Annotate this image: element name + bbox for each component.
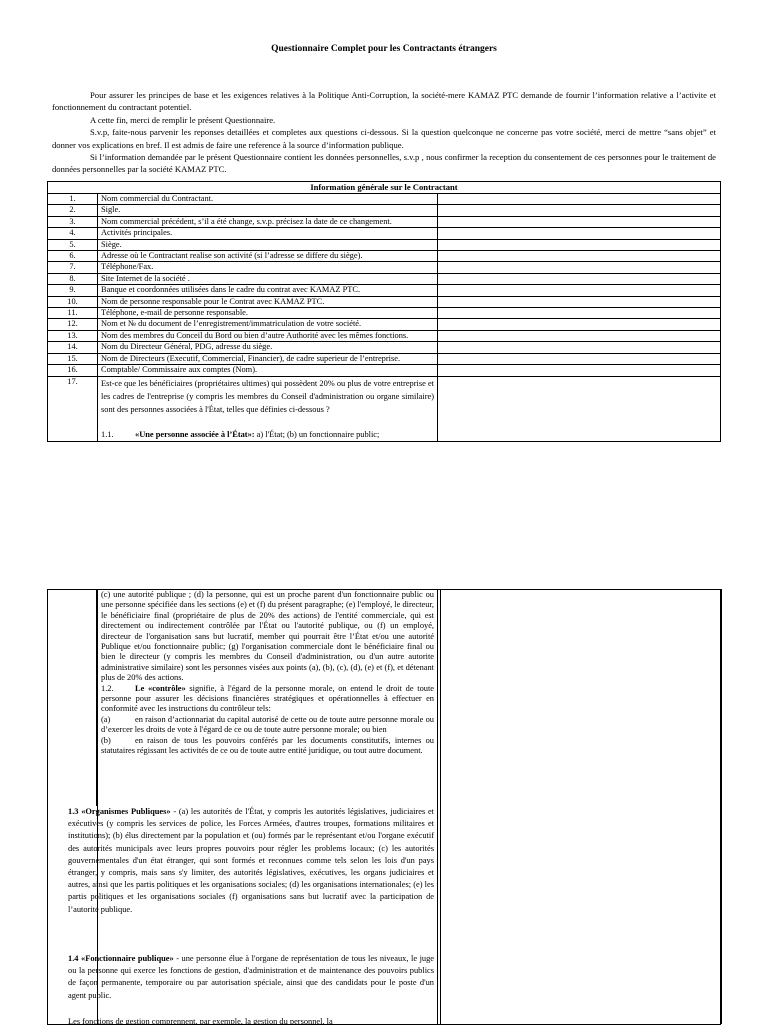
row-number: 8. — [48, 273, 98, 284]
answer-cell[interactable] — [438, 251, 721, 262]
clause-number: 1.1. — [101, 430, 114, 440]
definition-1-2 — [101, 684, 434, 715]
clause-term: «Fonctionnaire publique» — [81, 954, 174, 963]
definition-1-4 — [68, 953, 434, 1002]
table-row — [48, 296, 721, 307]
clause-text: a) l'État; (b) un fonctionnaire public; — [254, 430, 380, 440]
row-question: Nom de Directeurs (Executif, Commercial, Financier), de cadre superieur de l’entreprise. — [98, 353, 438, 364]
row-number: 14. — [48, 342, 98, 353]
row-question: Nom du Directeur Général, PDG, adresse du siège. — [98, 342, 438, 353]
row-question: Nom et № du document de l’enregistrement/immatriculation de votre société. — [98, 319, 438, 330]
row-number: 3. — [48, 216, 98, 227]
table-header-row — [48, 182, 721, 194]
row-question: Sigle. — [98, 205, 438, 216]
answer-cell[interactable] — [438, 228, 721, 239]
answer-cell[interactable] — [438, 296, 721, 307]
row-number: 4. — [48, 228, 98, 239]
table-row — [48, 205, 721, 216]
definition-1-1 — [101, 428, 434, 441]
clause-letter: (a) — [101, 714, 111, 724]
clause-letter: (b) — [101, 735, 111, 745]
intro-text — [52, 89, 716, 176]
table-row — [48, 319, 721, 330]
table-row — [48, 239, 721, 250]
clause-term: «Une personne associée à l’État»: — [135, 430, 255, 440]
row-number: 7. — [48, 262, 98, 273]
answer-cell[interactable] — [438, 273, 721, 284]
table-row — [48, 376, 721, 442]
answer-cell[interactable] — [438, 239, 721, 250]
row-number: 16. — [48, 365, 98, 376]
row-question: Comptable/ Commissaire aux comptes (Nom). — [98, 365, 438, 376]
row-number: 13. — [48, 330, 98, 341]
clause-text: signifie, à l'égard de la personne morale, on entend le droit de toute personne pour assurer les décisions financières stratégiques et opérationnelles à effectuer en conformité avec les instructions du contrôleur tels: — [101, 683, 434, 714]
row-question: Nom des membres du Conceil du Bord ou bien d’autre Authorité avec les mêmes fonctions. — [98, 330, 438, 341]
clause-number: 1.3 — [68, 807, 79, 816]
question-17-text: Est-ce que les bénéficiaires (propriétaires ultimes) qui possèdent 20% ou plus de votre entreprise et les cadres de l'entreprise (y compris les membres du Conseil d'administration ou organe similaire) sont des personnes associées à l'État, telles que définies ci-dessous ? — [101, 378, 434, 414]
clause-term: Le «contrôle» — [135, 683, 186, 693]
table-row — [48, 216, 721, 227]
table-header: Information générale sur le Contractant — [48, 182, 721, 194]
answer-cell[interactable] — [438, 365, 721, 376]
answer-cell[interactable] — [438, 590, 721, 1025]
answer-cell[interactable] — [438, 194, 721, 205]
answer-cell[interactable] — [438, 330, 721, 341]
row-question: Nom commercial précédent, s’il a été change, s.v.p. précisez la date de ce changement. — [98, 216, 438, 227]
row-number: 12. — [48, 319, 98, 330]
table-row — [48, 194, 721, 205]
intro-paragraph: Si l’information demandée par le présent Questionnaire contient les données personnelles, s.v.p , nous confirmer la reception du consentement de ces personnes pour le traitement de données personnelles par la société KAMAZ PTC. — [52, 152, 716, 175]
intro-paragraph: Pour assurer les principes de base et les exigences relatives à la Politique Anti-Corruption, la société-mere KAMAZ PTC demande de fournir l’information relative a l’activite et fonctionnement du contractant potentiel. — [52, 90, 716, 113]
row-question: Nom de personne responsable pour le Contrat avec KAMAZ PTC. — [98, 296, 438, 307]
clause-term: «Organismes Publiques» — [81, 807, 171, 816]
row-question: Activités principales. — [98, 228, 438, 239]
answer-cell[interactable] — [438, 376, 721, 442]
intro-paragraph: S.v.p, faite-nous parvenir les reponses detaillées et completes aux questions ci-dessous. Si la question quelconque ne concerne pas votre société, merci de mettre “sans objet” et donner vos explications en bref. Il est admis de faire une reference à la source d’information publique. — [52, 127, 716, 150]
row-number: 2. — [48, 205, 98, 216]
row-question: Téléphone, e-mail de personne responsable. — [98, 308, 438, 319]
clause-text: - une personne élue à l'organe de représentation de tous les niveaux, le juge ou la personne qui exerce les fonctions de gestion, d'administration et de maintenance des pouvoirs publics de façon permanente, temporaire ou par autorisation spéciale, ainsi que des candidats pour le poste d'un agent public. — [68, 954, 434, 1000]
row-question: Adresse où le Contractant realise son activité (si l’adresse se differe du siège). — [98, 251, 438, 262]
row-number: 1. — [48, 194, 98, 205]
row-number: 6. — [48, 251, 98, 262]
answer-cell[interactable] — [438, 216, 721, 227]
clause-text: en raison de tous les pouvoirs conférés par les documents constitutifs, internes ou statutaires régissant les activités de ce ou de toute autre entité juridique, ou tout autre document. — [101, 735, 434, 756]
row-number: 5. — [48, 239, 98, 250]
answer-cell[interactable] — [438, 205, 721, 216]
definition-1-2-a — [101, 715, 434, 736]
clause-number: 1.2. — [101, 683, 114, 693]
table-row — [48, 251, 721, 262]
clause-number: 1.4 — [68, 954, 79, 963]
row-number: 11. — [48, 308, 98, 319]
row-number: 15. — [48, 353, 98, 364]
question-rows — [48, 194, 721, 377]
definition-1-3 — [68, 806, 434, 916]
clause-text: - (a) les autorités de l'État, y compris les autorités législatives, judiciaires et exécutives (y compris les services de police, les Forces Armées, d'autres troupes, formations militaires et institutions); (b) élus directement par la population et (ou) formés par le représentant et/ou l'organe exécutif des autorités municipals avec leurs propres pouvoirs pour régler les problems locaux; (c) les autorités gouvernementales d'un état étranger, qui sont formés et reconnues comme tels selon les lois d'un pays étranger, y compris, mais sans s'y limiter, des autorités législatives, exécutives, les organs judiciaires et autres, ainsi que les partis politiques et les organisations sociales; (d) les organisations internationales; (e) les partis politiques et les organisations sociales (f) organisations sans but lucratif avec la participation de l’autorité publique. — [68, 807, 435, 914]
row-question: Nom commercial du Contractant. — [98, 194, 438, 205]
table-row — [48, 285, 721, 296]
table-row — [48, 365, 721, 376]
table-row — [48, 308, 721, 319]
answer-cell[interactable] — [438, 319, 721, 330]
table-row — [48, 262, 721, 273]
definition-continuation-line: Les fonctions de gestion comprennent, par exemple, la gestion du personnel, la — [68, 1017, 333, 1025]
row-number: 17. — [48, 376, 98, 442]
table-row — [48, 273, 721, 284]
answer-cell[interactable] — [438, 308, 721, 319]
row-question: Siège. — [98, 239, 438, 250]
table-row — [48, 330, 721, 341]
answer-cell[interactable] — [438, 342, 721, 353]
answer-cell[interactable] — [438, 285, 721, 296]
row-question: Banque et coordonnées utilisées dans le cadre du contrat avec KAMAZ PTC. — [98, 285, 438, 296]
row-number: 10. — [48, 296, 98, 307]
answer-cell[interactable] — [438, 353, 721, 364]
clause-text: en raison d’actionnariat du capital autorisé de cette ou de toute autre personne morale ou d’exercer les droits de vote à l'égard de ce ou de toute autre personne morale; ou bien — [101, 714, 434, 735]
answer-cell[interactable] — [438, 262, 721, 273]
row-question: Site Internet de la société . — [98, 273, 438, 284]
document-title: Questionnaire Complet pour les Contractants étrangers — [271, 44, 497, 54]
table-row — [48, 342, 721, 353]
row-question — [98, 376, 438, 442]
table-row — [48, 353, 721, 364]
table-row — [48, 228, 721, 239]
row-question: Téléphone/Fax. — [98, 262, 438, 273]
contractor-info-table — [47, 181, 721, 442]
definition-1-1-continued: (c) une autorité publique ; (d) la personne, qui est un proche parent d'un fonctionnaire public ou une personne spécifiée dans les sections (e) et (f) du présent paragraphe; (e) l'employé, le directeur, le bénéficiaire final (propriétaire de plus de 20% des actions) de l'entité commerciale, qui est directement ou indirectement contrôlée par l'État ou l'autorité publique, ou (f) un employé, directeur de l'organisation sans but lucratif, member qui pourrait être l’État et/ou une autorité Publique et/ou fonctionnaire public; (g) l'organisation commerciale dont le bénéficiaire final ou bien le directeur (y compris les membres du Conseil d'administration, ou d'un autre autorite administrative similaire) sont les personnes visées aux points (a), (b), (c), (d), (e) et (f), et détenant plus de 20% des actions. — [101, 590, 434, 683]
row-number: 9. — [48, 285, 98, 296]
intro-paragraph: A cette fin, merci de remplir le présent Questionnaire. — [90, 114, 276, 125]
definition-1-2-b — [101, 736, 434, 757]
